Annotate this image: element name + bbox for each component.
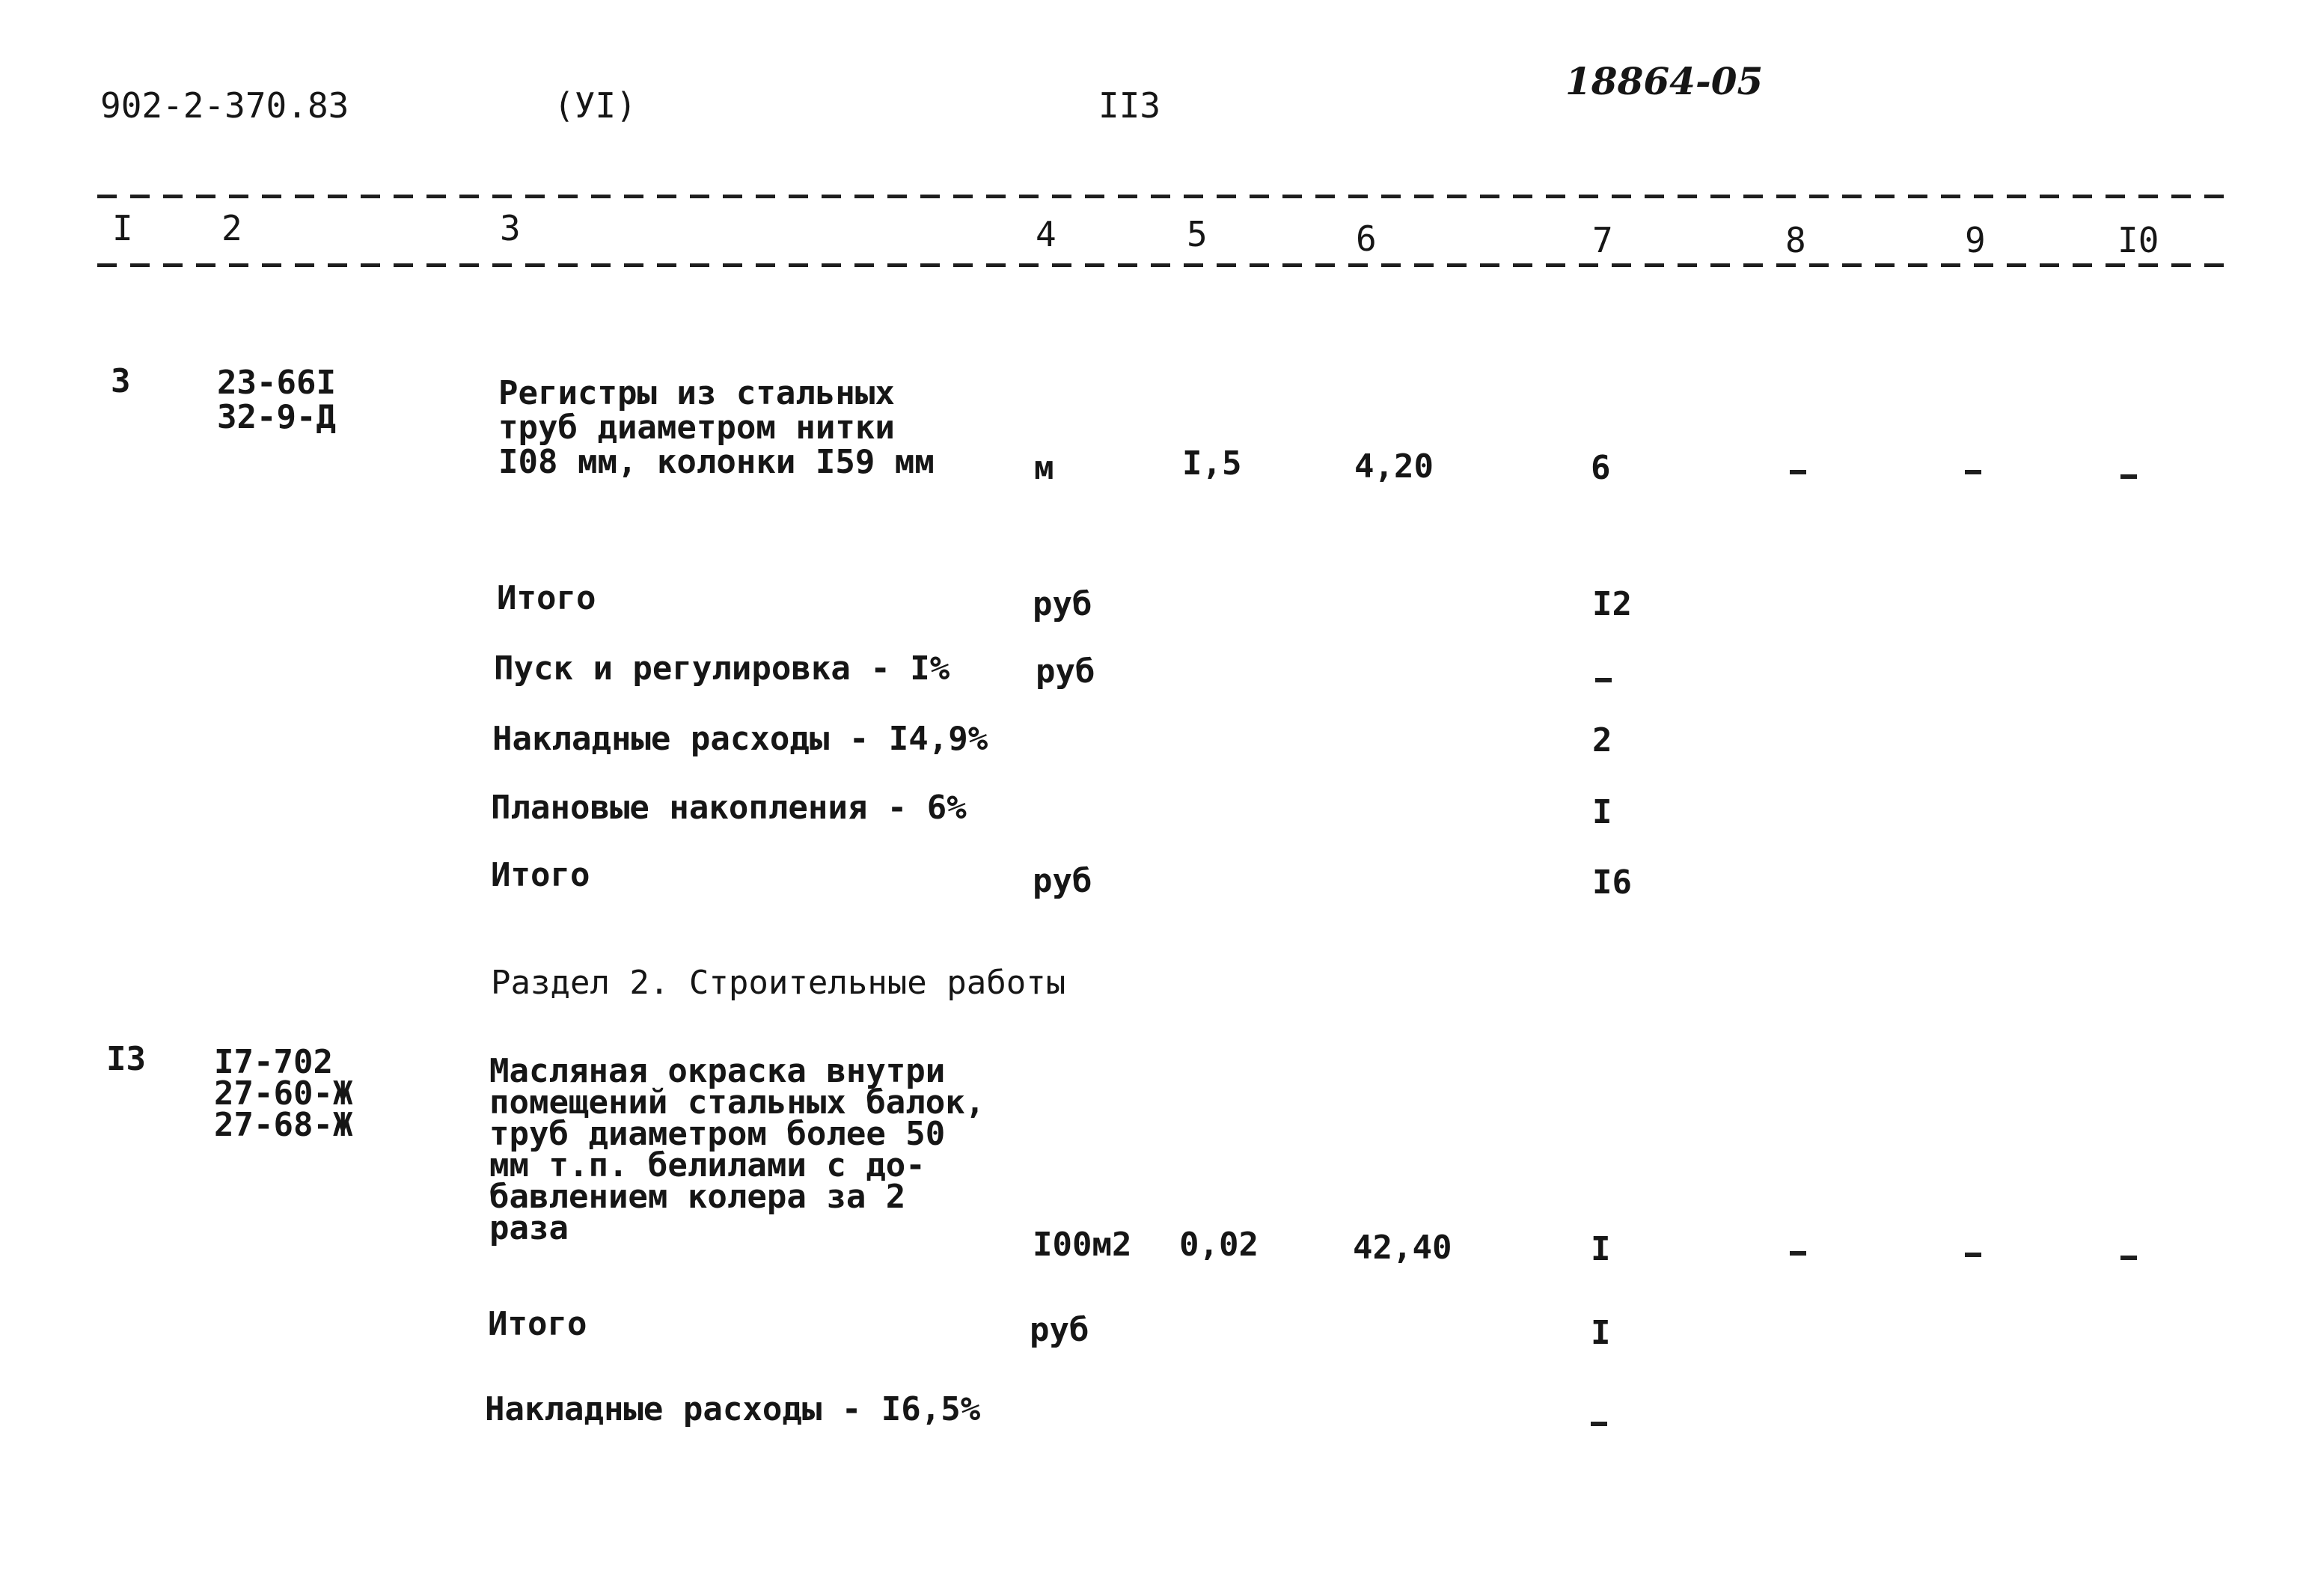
column-header-7: 7	[1592, 220, 1613, 260]
item-number: I3	[106, 1040, 146, 1078]
item-col8-dash	[1790, 470, 1806, 474]
item-quantity: I,5	[1182, 444, 1242, 483]
item-code: 27-68-Ж	[214, 1106, 353, 1144]
handwritten-number: 18864-05	[1565, 59, 1764, 103]
summary-label: Плановые накопления - 6%	[491, 789, 967, 827]
item-code: I7-702	[214, 1043, 333, 1081]
section-code: (УI)	[554, 85, 637, 126]
column-header-1: I	[112, 208, 133, 248]
summary-unit: руб	[1033, 585, 1092, 623]
summary-value: I	[1592, 793, 1612, 831]
document-code: 902-2-370.83	[100, 85, 349, 126]
column-header-2: 2	[221, 208, 242, 248]
summary-value: I6	[1592, 863, 1632, 902]
column-header-10: I0	[2117, 220, 2159, 260]
column-header-bottom-rule	[97, 263, 2237, 267]
summary-unit: руб	[1036, 652, 1095, 691]
item-col10-dash	[2120, 474, 2137, 479]
item-number: 3	[111, 362, 131, 400]
section-title: Раздел 2. Строительные работы	[491, 964, 1066, 1002]
column-header-9: 9	[1965, 220, 1986, 260]
summary-value: I2	[1592, 585, 1632, 623]
item-quantity: 0,02	[1179, 1226, 1259, 1264]
summary-label: Итого	[488, 1305, 587, 1343]
summary-value-dash	[1591, 1422, 1607, 1426]
item-code: 32-9-Д	[217, 398, 336, 436]
item-col10-dash	[2120, 1256, 2137, 1260]
summary-label: Итого	[491, 856, 590, 894]
item-code: 23-66I	[217, 364, 336, 402]
summary-value-dash	[1595, 678, 1612, 682]
item-col8-dash	[1790, 1251, 1806, 1256]
item-code: 27-60-Ж	[214, 1074, 353, 1113]
item-unit-price: 42,40	[1353, 1229, 1452, 1267]
column-header-top-rule	[97, 195, 2237, 198]
item-unit: I00м2	[1033, 1226, 1132, 1264]
item-total: 6	[1591, 449, 1611, 487]
summary-unit: руб	[1033, 862, 1092, 900]
summary-value: I	[1591, 1314, 1611, 1352]
item-description-line: труб диаметром нитки	[498, 409, 895, 447]
item-col9-dash	[1965, 1253, 1981, 1257]
column-header-6: 6	[1356, 218, 1377, 259]
item-description-line: помещений стальных балок,	[489, 1083, 985, 1122]
summary-label: Накладные расходы - I6,5%	[485, 1390, 981, 1428]
summary-unit: руб	[1030, 1311, 1089, 1349]
summary-label: Итого	[497, 579, 596, 617]
item-col9-dash	[1965, 470, 1981, 474]
item-unit: м	[1034, 449, 1054, 487]
item-total: I	[1591, 1230, 1611, 1268]
summary-label: Накладные расходы - I4,9%	[492, 720, 988, 758]
item-unit-price: 4,20	[1354, 447, 1434, 486]
item-description-line: раза	[489, 1209, 569, 1247]
item-description-line: I08 мм, колонки I59 мм	[498, 443, 935, 481]
column-header-3: 3	[500, 208, 521, 248]
column-header-4: 4	[1036, 214, 1056, 254]
page-number: II3	[1098, 85, 1161, 126]
summary-label: Пуск и регулировка - I%	[494, 649, 950, 688]
item-description-line: мм т.п. белилами с до-	[489, 1146, 926, 1184]
summary-value: 2	[1592, 721, 1612, 759]
item-description-line: бавлением колера за 2	[489, 1178, 906, 1216]
column-header-5: 5	[1187, 214, 1208, 254]
item-description-line: Масляная окраска внутри	[489, 1052, 946, 1090]
item-description-line: Регистры из стальных	[498, 374, 895, 412]
item-description-line: труб диаметром более 50	[489, 1115, 946, 1153]
column-header-8: 8	[1785, 220, 1806, 260]
